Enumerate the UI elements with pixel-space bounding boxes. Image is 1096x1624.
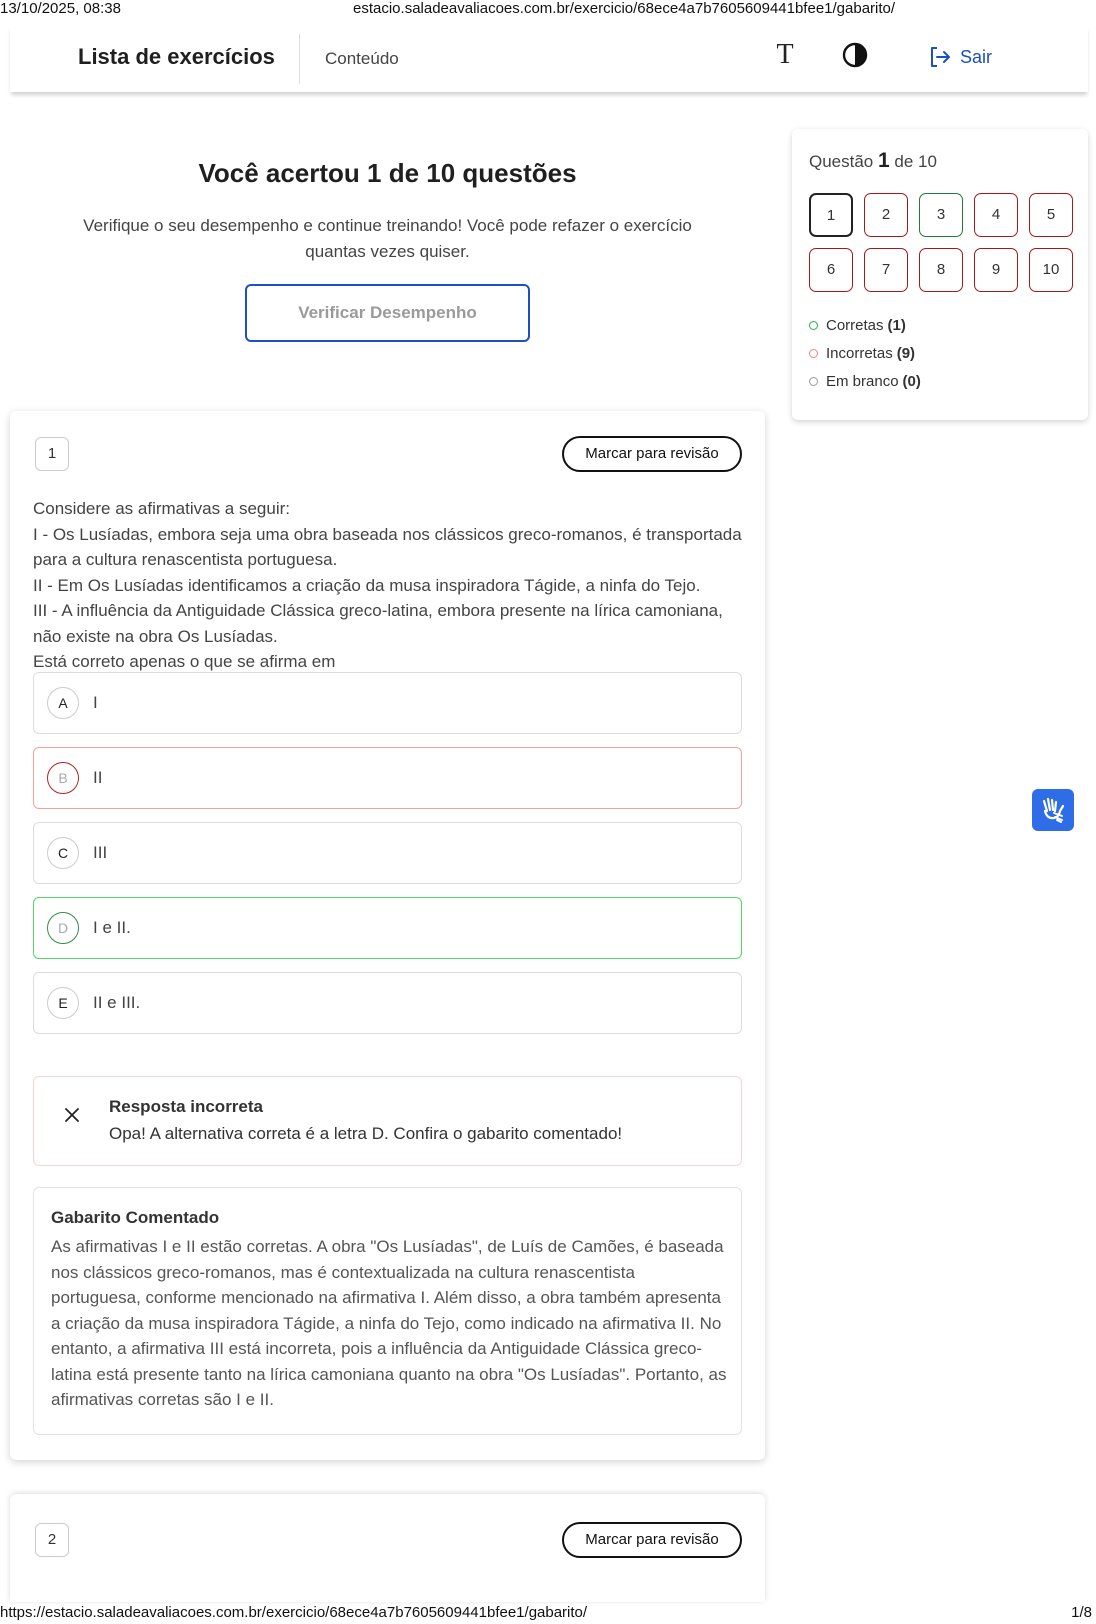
alternative-letter: D — [47, 912, 79, 944]
question-number-badge: 2 — [35, 1523, 69, 1557]
legend-incorrect-label: Incorretas — [826, 344, 893, 362]
alternative-letter: E — [47, 987, 79, 1019]
legend-blank — [809, 367, 921, 395]
legend-incorrect — [809, 339, 921, 367]
statement-line: Está correto apenas o que se afirma em — [33, 652, 336, 671]
question-button-3[interactable]: 3 — [919, 193, 963, 237]
logout-label: Sair — [960, 46, 993, 67]
alternative-e[interactable] — [33, 972, 742, 1034]
question-card-1 — [10, 411, 765, 1460]
alternative-text: I — [93, 693, 98, 712]
question-suffix: de 10 — [894, 152, 937, 171]
question-button-7[interactable]: 7 — [864, 248, 908, 292]
print-header — [0, 0, 1096, 18]
question-grid — [809, 193, 1074, 292]
print-datetime: 13/10/2025, 08:38 — [0, 0, 121, 17]
answer-feedback — [33, 1076, 742, 1166]
question-card-2 — [10, 1494, 765, 1602]
legend-correct-count: (1) — [887, 316, 906, 334]
question-number-badge: 1 — [35, 437, 69, 471]
statement-line: III - A influência da Antiguidade Clássica greco-latina, embora presente na lírica camoniana, não existe na obra Os Lusíadas. — [33, 601, 723, 646]
close-icon — [61, 1104, 83, 1126]
correct-dot-icon — [809, 321, 818, 330]
feedback-text: Opa! A alternativa correta é a letra D. Confira o gabarito comentado! — [109, 1124, 623, 1143]
alternative-letter: B — [47, 762, 79, 794]
status-legend — [809, 311, 921, 395]
commented-answer-text: As afirmativas I e II estão corretas. A obra "Os Lusíadas", de Luís de Camões, é baseada nos clássicos greco-romanos, mas é contextualizada na cultura renascentista portuguesa, conforme mencionado na afirmativa I. Além disso, a obra também apresenta a criação da musa inspiradora Tágide, a ninfa do Tejo, como indicado na afirmativa II. No entanto, a afirmativa III está incorreta, pois a influência da Antiguidade Clássica greco-latina está presente tanto na lírica camoniana quanto na obra "Os Lusíadas". Portanto, as afirmativas corretas são I e II. — [51, 1237, 727, 1409]
commented-answer-title: Gabarito Comentado — [51, 1208, 220, 1227]
alternative-letter: C — [47, 837, 79, 869]
statement-line: Considere as afirmativas a seguir: — [33, 499, 291, 518]
alternative-a[interactable] — [33, 672, 742, 734]
question-button-9[interactable]: 9 — [974, 248, 1018, 292]
legend-blank-count: (0) — [902, 372, 921, 390]
alternative-text: I e II. — [93, 918, 131, 937]
nav-link-conteudo[interactable]: Conteúdo — [325, 49, 399, 68]
mark-for-review-button[interactable]: Marcar para revisão — [562, 1522, 742, 1558]
print-page-title: estacio.saladeavaliacoes.com.br/exercicio/68ece4a7b7605609441bfee1/gabarito/ — [353, 0, 896, 17]
question-button-10[interactable]: 10 — [1029, 248, 1073, 292]
result-heading: Você acertou 1 de 10 questões — [198, 158, 577, 188]
statement-line: II - Em Os Lusíadas identificamos a criação da musa inspiradora Tágide, a ninfa do Tejo. — [33, 575, 701, 595]
alternative-text: II — [93, 768, 103, 787]
page-title: Lista de exercícios — [78, 44, 275, 69]
sign-language-icon — [1032, 789, 1074, 831]
question-button-5[interactable]: 5 — [1029, 193, 1073, 237]
font-size-icon[interactable]: T — [776, 39, 794, 70]
legend-correct — [809, 311, 921, 339]
question-navigator — [792, 129, 1088, 420]
print-page-number: 1/8 — [1071, 1604, 1092, 1621]
commented-answer — [33, 1187, 742, 1435]
legend-correct-label: Corretas — [826, 316, 884, 334]
mark-for-review-button[interactable]: Marcar para revisão — [562, 436, 742, 472]
blank-dot-icon — [809, 377, 818, 386]
top-navbar — [10, 26, 1088, 92]
question-button-6[interactable]: 6 — [809, 248, 853, 292]
feedback-title: Resposta incorreta — [109, 1097, 263, 1116]
question-button-4[interactable]: 4 — [974, 193, 1018, 237]
alternative-text: III — [93, 843, 108, 862]
current-question-number: 1 — [878, 149, 890, 172]
logout-button[interactable] — [928, 44, 992, 70]
result-message: Verifique o seu desempenho e continue treinando! Você pode refazer o exercício quantas vezes quiser. — [83, 216, 692, 261]
question-counter — [809, 149, 937, 173]
incorrect-dot-icon — [809, 349, 818, 358]
print-footer — [0, 1602, 1096, 1622]
libras-accessibility-button[interactable] — [1032, 789, 1074, 831]
contrast-icon[interactable] — [842, 42, 868, 68]
question-button-2[interactable]: 2 — [864, 193, 908, 237]
legend-incorrect-count: (9) — [896, 344, 916, 362]
result-summary — [10, 150, 765, 322]
question-statement — [33, 496, 743, 675]
alternative-d[interactable] — [33, 897, 742, 959]
logout-icon — [928, 45, 952, 69]
alternative-c[interactable] — [33, 822, 742, 884]
legend-blank-label: Em branco — [826, 372, 899, 390]
statement-line: I - Os Lusíadas, embora seja uma obra baseada nos clássicos greco-romanos, é transportada para a cultura renascentista portuguesa. — [33, 524, 742, 569]
question-button-8[interactable]: 8 — [919, 248, 963, 292]
nav-divider — [299, 34, 300, 84]
verify-performance-button[interactable]: Verificar Desempenho — [245, 284, 530, 342]
alternative-text: II e III. — [93, 993, 141, 1012]
question-prefix: Questão — [809, 152, 874, 171]
question-button-1[interactable]: 1 — [809, 193, 853, 237]
print-url: https://estacio.saladeavaliacoes.com.br/exercicio/68ece4a7b7605609441bfee1/gabarito/ — [0, 1604, 588, 1621]
alternative-b[interactable] — [33, 747, 742, 809]
alternative-letter: A — [47, 687, 79, 719]
